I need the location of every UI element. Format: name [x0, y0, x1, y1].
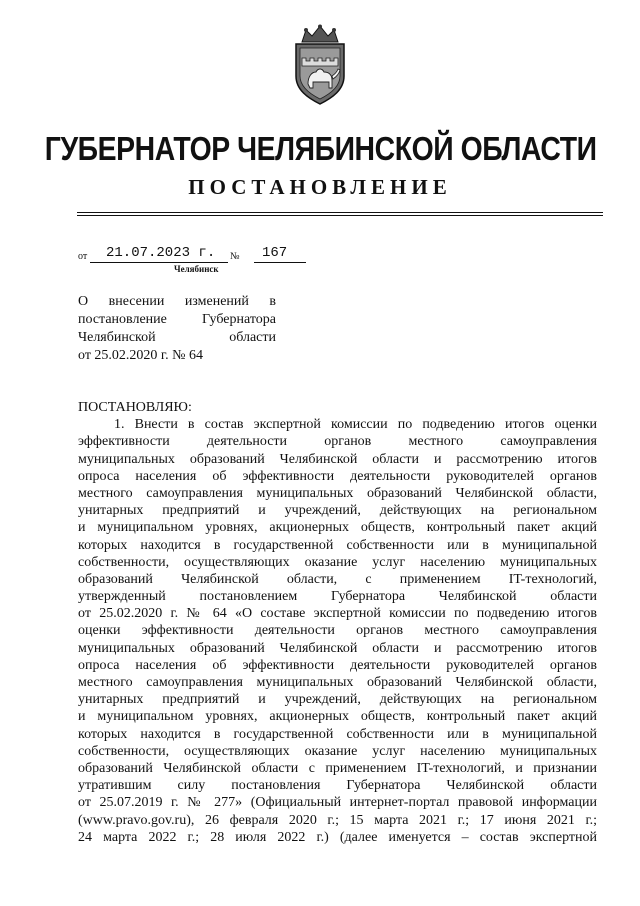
body-line: от 25.02.2020 г. № 64 «О составе экспертной комиссии по подведению итогов [78, 606, 597, 622]
city: Челябинск [174, 264, 219, 274]
body-line: утвержденный постановлением Губернатора Челябинской области [78, 589, 597, 605]
body-line: образований Челябинской области с применением IT-технологий, и признании [78, 760, 597, 776]
body-line: опроса населения об эффективности деятельности руководителей органов [78, 468, 597, 484]
body-line: образований Челябинской области, с применением IT-технологий, [78, 571, 597, 587]
coat-of-arms-icon [288, 24, 352, 106]
body-line: местного самоуправления муниципальных образований Челябинской области, [78, 675, 597, 690]
subject-line: О внесении изменений в [78, 294, 276, 309]
subject-line: постановление Губернатора [78, 312, 276, 327]
body-line: муниципальных образований Челябинской области и рассмотрению итогов [78, 640, 597, 656]
subject-line: Челябинской области [78, 330, 276, 345]
body-line: утратившим силу постановления Губернатора Челябинской области [78, 778, 597, 794]
document-type: ПОСТАНОВЛЕНИЕ [188, 175, 452, 199]
body-line: опроса населения об эффективности деятельности руководителей органов [78, 657, 597, 673]
header-divider-secondary [77, 215, 603, 216]
decree-word: ПОСТАНОВЛЯЮ: [78, 400, 192, 415]
body-line: эффективности деятельности органов местного самоуправления [78, 434, 597, 450]
body-line: собственности, осуществляющих оказание услуг населению муниципальных [78, 554, 597, 570]
body-line: которых находится в государственной собственности или в муниципальной [78, 726, 597, 742]
body-line: от 25.07.2019 г. № 277» (Официальный интернет-портал правовой информации [78, 795, 597, 811]
body-line: собственности, осуществляющих оказание услуг населению муниципальных [78, 743, 597, 759]
body-line: и муниципальном уровнях, акционерных обществ, контрольный пакет акций [78, 709, 597, 725]
document-body [78, 399, 597, 846]
document-number: 167 [254, 245, 306, 263]
body-line: местного самоуправления муниципальных образований Челябинской области, [78, 485, 597, 501]
body-line: (www.pravo.gov.ru), 26 февраля 2020 г.; 15 марта 2021 г.; 17 июня 2021 г.; [78, 812, 597, 828]
document-date: 21.07.2023 г. [90, 245, 228, 263]
body-line: 24 марта 2022 г.; 28 июля 2022 г.) (далее именуется – состав экспертной [78, 829, 597, 845]
header-divider [77, 212, 603, 213]
body-line: унитарных предприятий и учреждений, действующих на региональном [78, 692, 597, 708]
number-label: № [230, 251, 240, 262]
body-line: и муниципальном уровнях, акционерных обществ, контрольный пакет акций [78, 520, 597, 536]
body-line: муниципальных образований Челябинской области и рассмотрению итогов [78, 451, 597, 467]
date-label: от [78, 251, 88, 262]
org-title: ГУБЕРНАТОР ЧЕЛЯБИНСКОЙ ОБЛАСТИ [44, 130, 597, 167]
body-line: которых находится в государственной собственности или в муниципальной [78, 537, 597, 553]
subject-line: от 25.02.2020 г. № 64 [78, 348, 203, 363]
document-subject [78, 293, 276, 365]
body-line: 1. Внести в состав экспертной комиссии по подведению итогов оценки [114, 417, 597, 433]
body-line: унитарных предприятий и учреждений, действующих на региональном [78, 503, 597, 519]
body-line: оценки эффективности деятельности органов местного самоуправления [78, 623, 597, 639]
